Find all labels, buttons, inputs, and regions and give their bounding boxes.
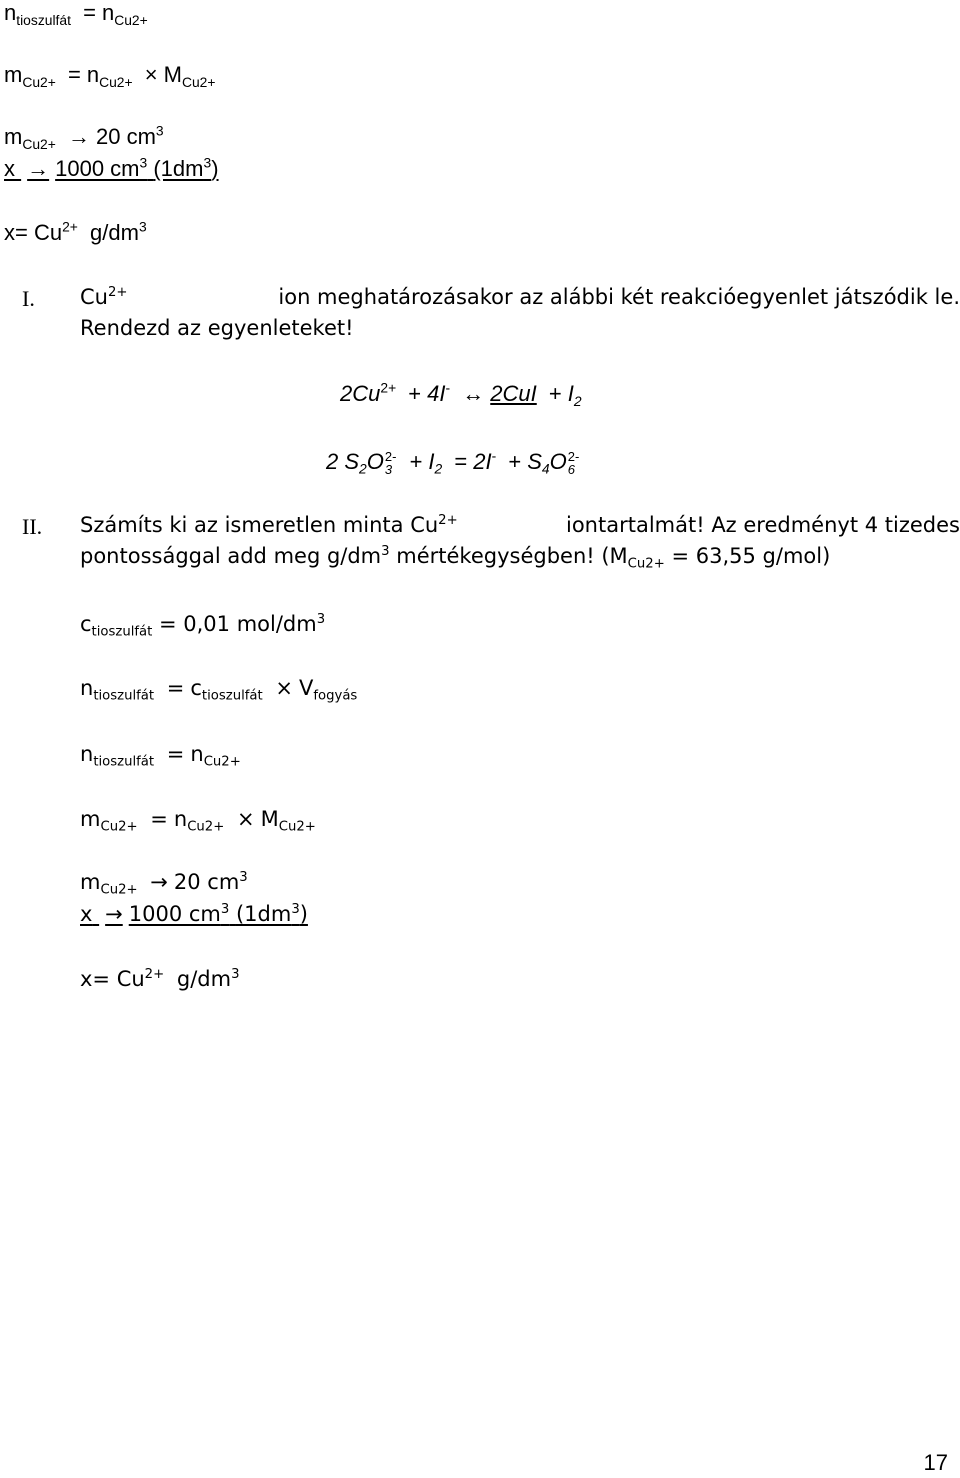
page-number: 17 (923, 1450, 948, 1475)
section-number-2: II. (22, 514, 43, 539)
equals: = (166, 676, 185, 700)
subscript: 4 (541, 460, 550, 477)
eq-term: 2I (473, 448, 492, 474)
arrow-right-icon: → (105, 902, 123, 926)
subscript: tioszulfát (93, 754, 155, 770)
volume: 1000 cm (128, 902, 221, 926)
subscript: 3 (384, 462, 393, 477)
plus: + (548, 381, 562, 406)
plus: + (508, 448, 522, 474)
subscript: Cu2+ (100, 819, 138, 835)
arrow-right-icon: → (67, 124, 90, 149)
unit: g/dm (176, 967, 232, 991)
superscript: 3 (316, 612, 326, 628)
symbol-v: V (298, 676, 314, 700)
symbol-m: m (4, 62, 23, 87)
subscript: 2 (573, 392, 582, 409)
result-label: x= Cu (80, 967, 145, 991)
symbol-n: n (190, 742, 204, 766)
arrow-right-icon: → (150, 870, 168, 894)
calc-proportion-2 (80, 904, 308, 925)
symbol-m: m (80, 870, 101, 894)
subscript: Cu2+ (114, 11, 148, 28)
section-1-line-2: Rendezd az egyenleteket! (80, 316, 354, 340)
proportion-line-1 (4, 122, 164, 152)
equals: = (150, 807, 168, 831)
paren: ) (211, 156, 219, 181)
symbol-x: x (80, 902, 93, 926)
cu-symbol: Cu (80, 285, 108, 309)
symbol-n: n (86, 62, 100, 87)
subscript: fogyás (313, 688, 358, 704)
arrow-right-icon: → (27, 156, 50, 181)
plus: + (409, 448, 423, 474)
result-label: x= Cu (4, 220, 63, 245)
result-line (4, 218, 147, 245)
eq-term: I (567, 381, 574, 406)
subscript: Cu2+ (100, 882, 138, 898)
section-2-line-1b: iontartalmát! Az eredményt 4 tizedes (566, 513, 960, 537)
superscript: 3 (203, 154, 212, 171)
symbol-n: n (80, 676, 94, 700)
subscript: Cu2+ (22, 73, 56, 90)
eq-term: 2 S (326, 448, 360, 474)
equals: = (83, 0, 96, 25)
eq-term: 2CuI (490, 381, 537, 406)
subscript: tioszulfát (16, 11, 71, 28)
superscript: 3 (155, 122, 164, 139)
calc-proportion-1 (80, 870, 248, 898)
charge: 2+ (438, 513, 458, 529)
calc-result (80, 969, 239, 990)
times-sign: × (275, 676, 293, 700)
section-2-line-1a: Számíts ki az ismeretlen minta Cu (80, 513, 439, 537)
subscript: Cu2+ (627, 556, 665, 572)
symbol-n: n (101, 0, 115, 25)
volume-dm: (1dm (235, 902, 292, 926)
section-2-line-2a: pontossággal add meg g/dm (80, 544, 382, 568)
times-sign: × (236, 807, 255, 831)
superscript: 3 (138, 218, 147, 235)
subscript: Cu2+ (187, 819, 225, 835)
superscript: 3 (139, 154, 148, 171)
equals: = (454, 448, 468, 474)
equals: = (67, 62, 81, 87)
formula-n-tioszulfat-equals-n-cu (4, 0, 148, 28)
eq-term: 4I (427, 381, 446, 406)
superscript: 3 (231, 967, 240, 983)
subscript: tioszulfát (93, 688, 155, 704)
plus: + (408, 381, 422, 406)
section-2-line-2c: = 63,55 g/mol) (671, 544, 831, 568)
subscript: Cu2+ (181, 73, 216, 90)
subscript: Cu2+ (278, 819, 316, 835)
section-1-text (80, 282, 960, 344)
subscript: tioszulfát (201, 688, 263, 704)
calc-mass-cu (80, 807, 316, 835)
symbol-m: m (4, 124, 23, 149)
eq-term: S (527, 448, 542, 474)
reaction-equation-2 (326, 447, 580, 477)
eq-term: O (549, 448, 567, 474)
symbol-n: n (80, 742, 94, 766)
charge: 2+ (380, 379, 397, 396)
symbol-M: M (163, 62, 182, 87)
subscript: Cu2+ (99, 73, 133, 90)
subscript: 2 (434, 460, 443, 477)
charge: 2- (567, 449, 580, 464)
symbol-c: c (80, 612, 92, 636)
charge: - (445, 379, 451, 396)
unit: g/dm (90, 220, 139, 245)
section-1-line-1: ion meghatározásakor az alábbi két reakcióegyenlet játszódik le. (278, 285, 960, 309)
section-2-line-2b: mértékegységben! (M (396, 544, 628, 568)
symbol-n: n (173, 807, 188, 831)
double-arrow-icon: ↔ (462, 381, 485, 406)
subscript: Cu2+ (203, 754, 241, 770)
proportion-line-2 (4, 154, 219, 181)
subscript: 6 (567, 462, 575, 477)
superscript: 3 (239, 870, 248, 886)
superscript: 3 (220, 902, 230, 918)
concentration-value: = 0,01 mol/dm (159, 612, 317, 636)
charge: 2+ (144, 967, 165, 983)
charge: - (491, 447, 497, 464)
volume: 20 cm (95, 124, 156, 149)
subscript: tioszulfát (91, 624, 153, 640)
section-number-1: I. (22, 286, 35, 311)
charge: 2+ (107, 285, 128, 301)
equals: = (166, 742, 185, 766)
eq-term: I (428, 448, 435, 474)
superscript: 3 (291, 902, 300, 918)
formula-mass-cu (4, 62, 216, 90)
times-sign: × (144, 62, 158, 87)
charge: 2- (384, 449, 397, 464)
volume-dm: (1dm (153, 156, 204, 181)
calc-moles-tioszulfat (80, 676, 358, 704)
charge: 2+ (62, 218, 78, 235)
symbol-n: n (4, 0, 17, 25)
volume: 1000 cm (55, 156, 140, 181)
eq-term: O (366, 448, 384, 474)
superscript: 3 (381, 544, 390, 560)
calc-concentration (80, 612, 326, 640)
reaction-equation-1 (340, 379, 582, 409)
calc-moles-equal (80, 742, 241, 770)
volume: 20 cm (173, 870, 240, 894)
paren: ) (299, 902, 308, 926)
symbol-m: m (80, 807, 101, 831)
subscript: 2 (359, 460, 367, 477)
symbol-M: M (260, 807, 279, 831)
subscript: Cu2+ (22, 135, 56, 152)
symbol-c: c (190, 676, 202, 700)
eq-term: 2Cu (340, 381, 381, 406)
symbol-x: x (4, 156, 15, 181)
section-2-text (80, 510, 960, 572)
